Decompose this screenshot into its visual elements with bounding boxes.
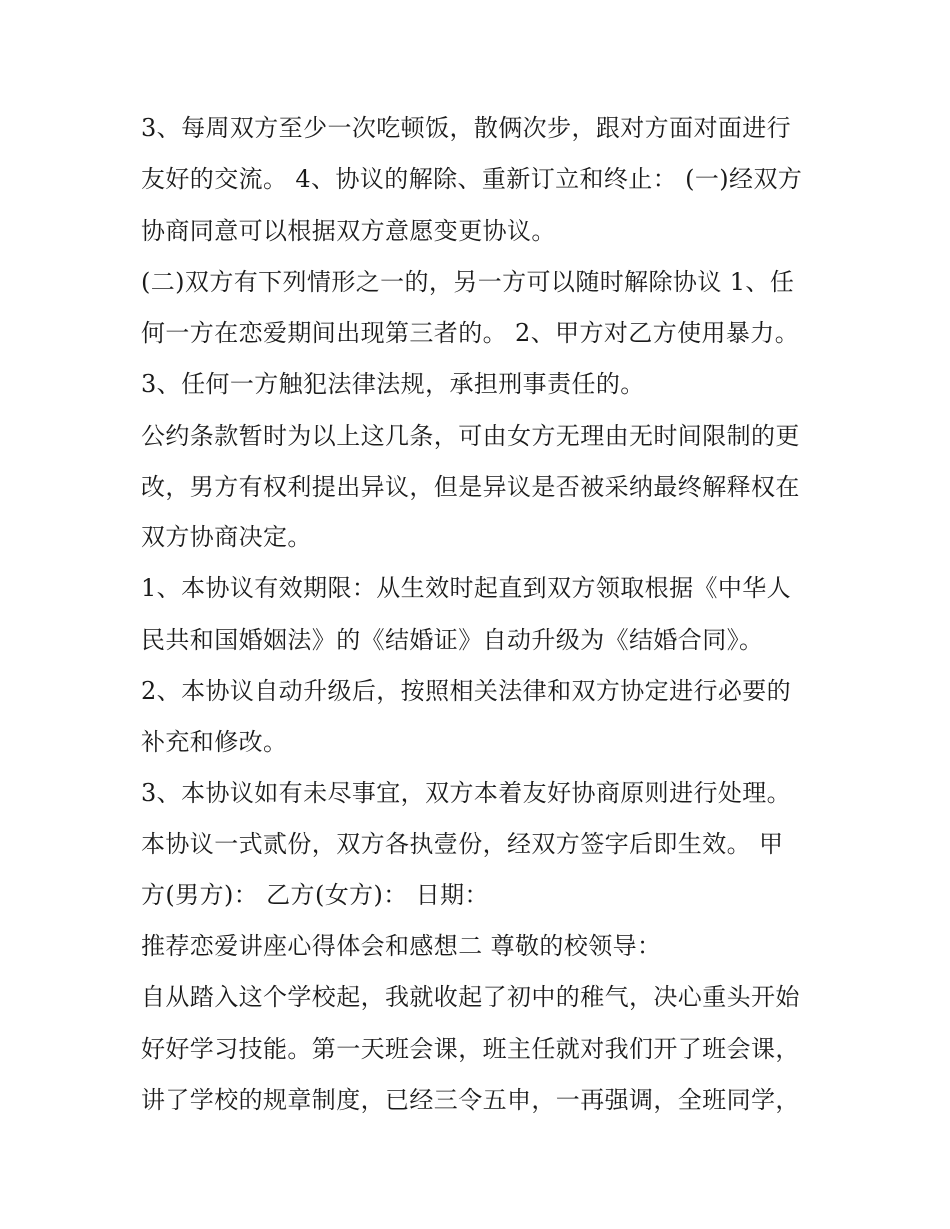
text-line: 3、任何一方触犯法律法规，承担刑事责任的。	[141, 370, 645, 398]
text-line: 友好的交流。 4、协议的解除、重新订立和终止： (一)经双方	[141, 165, 803, 193]
text-line: (二)双方有下列情形之一的，另一方可以随时解除协议 1、任	[141, 268, 795, 296]
text-line: 协商同意可以根据双方意愿变更协议。	[141, 217, 556, 245]
text-line: 双方协商决定。	[141, 523, 312, 551]
text-line: 1、本协议有效期限：从生效时起直到双方领取根据《中华人	[141, 574, 792, 602]
text-line: 补充和修改。	[141, 728, 288, 756]
text-line: 3、本协议如有未尽事宜，双方本着友好协商原则进行处理。	[141, 779, 792, 807]
text-line: 公约条款暂时为以上这几条，可由女方无理由无时间限制的更	[141, 422, 800, 450]
text-line: 自从踏入这个学校起，我就收起了初中的稚气，决心重头开始	[141, 983, 800, 1011]
text-line: 推荐恋爱讲座心得体会和感想二 尊敬的校领导：	[141, 932, 662, 960]
text-line: 方(男方)： 乙方(女方)： 日期：	[141, 881, 489, 909]
text-line: 何一方在恋爱期间出现第三者的。 2、甲方对乙方使用暴力。	[141, 319, 800, 347]
text-line: 改，男方有权利提出异议，但是异议是否被采纳最终解释权在	[141, 473, 800, 501]
text-line: 本协议一式贰份，双方各执壹份，经双方签字后即生效。 甲	[141, 830, 784, 858]
text-line: 3、每周双方至少一次吃顿饭，散俩次步，跟对方面对面进行	[141, 114, 792, 142]
text-line: 好好学习技能。第一天班会课，班主任就对我们开了班会课，	[141, 1035, 800, 1063]
text-line: 民共和国婚姻法》的《结婚证》自动升级为《结婚合同》。	[141, 626, 764, 654]
text-line: 讲了学校的规章制度，已经三令五申，一再强调，全班同学，	[141, 1086, 800, 1114]
text-line: 2、本协议自动升级后，按照相关法律和双方协定进行必要的	[141, 677, 792, 705]
